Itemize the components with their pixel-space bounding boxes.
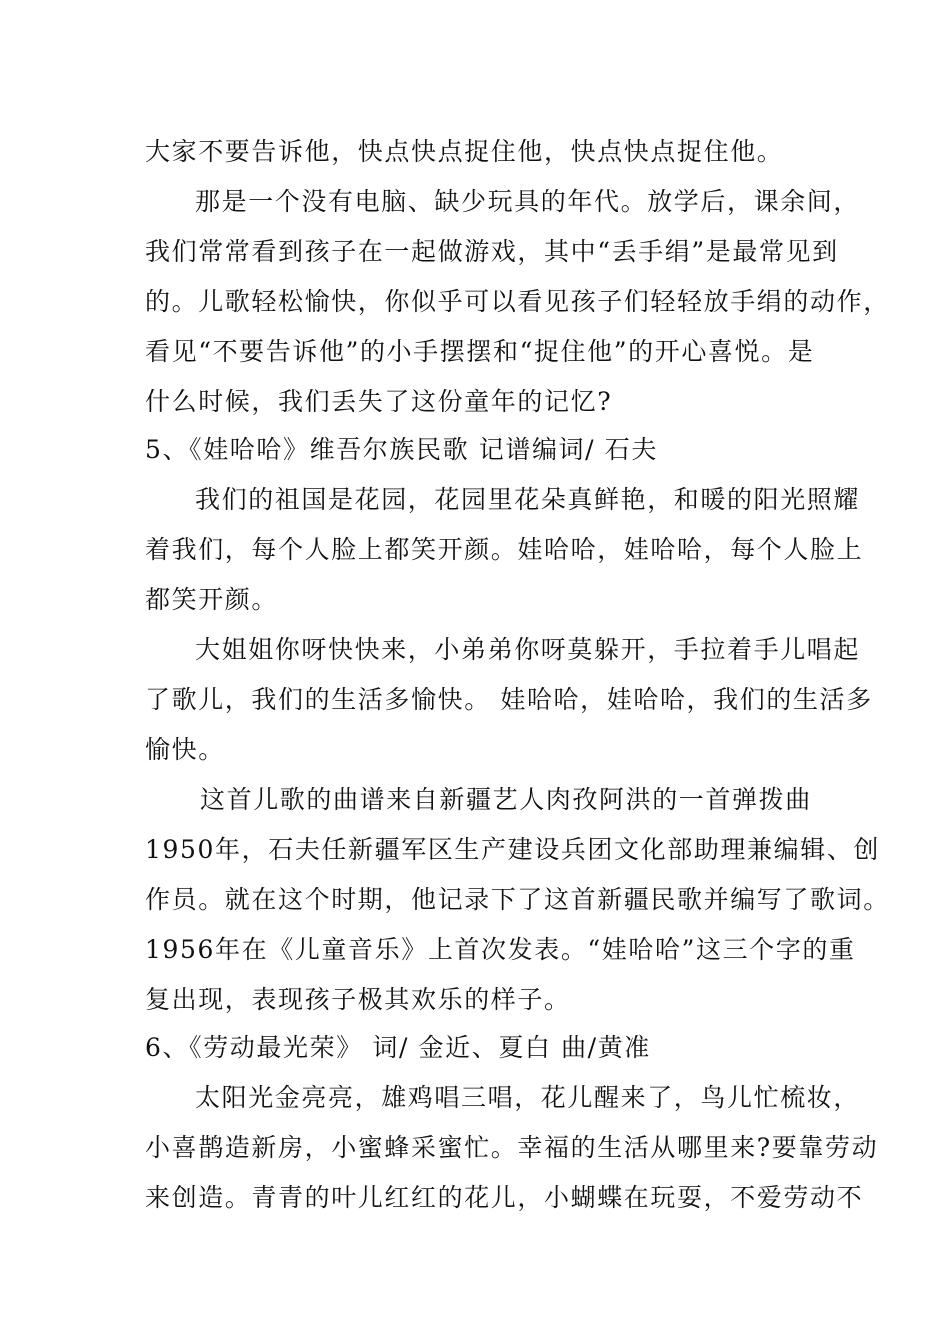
text-line: 来创造。青青的叶儿红红的花儿，小蝴蝶在玩耍，不爱劳动不 <box>145 1183 864 1212</box>
text-line: 的。儿歌轻松愉快，你似乎可以看见孩子们轻轻放手绢的动作， <box>145 287 890 316</box>
paragraph-start: 那是一个没有电脑、缺少玩具的年代。放学后，课余间， <box>195 187 861 216</box>
text-line: 1950年，石夫任新疆军区生产建设兵团文化部助理兼编辑、创 <box>145 835 881 864</box>
text-line: 我们常常看到孩子在一起做游戏，其中“丢手绢”是最常见到 <box>145 237 839 266</box>
paragraph-start: 大姐姐你呀快快来，小弟弟你呀莫躲开，手拉着手儿唱起 <box>195 635 861 664</box>
paragraph-start: 这首儿歌的曲谱来自新疆艺人肉孜阿洪的一首弹拨曲 <box>200 785 812 814</box>
text-line: 看见“不要告诉他”的小手摆摆和“捉住他”的开心喜悦。是 <box>145 337 815 366</box>
section-heading: 6、《劳动最光荣》 词/ 金近、夏白 曲/黄准 <box>145 1033 651 1062</box>
text-line: 了歌儿，我们的生活多愉快。 娃哈哈，娃哈哈，我们的生活多 <box>145 685 873 714</box>
text-line: 愉快。 <box>145 735 225 764</box>
text-line: 大家不要告诉他，快点快点捉住他，快点快点捉住他。 <box>145 137 784 166</box>
text-line: 都笑开颜。 <box>145 585 279 614</box>
paragraph-start: 我们的祖国是花园，花园里花朵真鲜艳，和暖的阳光照耀 <box>195 485 861 514</box>
text-line: 1956年在《儿童音乐》上首次发表。“娃哈哈”这三个字的重 <box>145 935 856 964</box>
section-heading: 5、《娃哈哈》维吾尔族民歌 记谱编词/ 石夫 <box>145 435 658 464</box>
text-line: 小喜鹊造新房，小蜜蜂采蜜忙。幸福的生活从哪里来?要靠劳动 <box>145 1133 879 1162</box>
text-line: 作员。就在这个时期，他记录下了这首新疆民歌并编写了歌词。 <box>145 885 890 914</box>
text-line: 复出现，表现孩子极其欢乐的样子。 <box>145 985 571 1014</box>
text-line: 着我们，每个人脸上都笑开颜。娃哈哈，娃哈哈，每个人脸上 <box>145 535 864 564</box>
text-line: 什么时候，我们丢失了这份童年的记忆? <box>145 387 613 416</box>
paragraph-start: 太阳光金亮亮，雄鸡唱三唱，花儿醒来了，鸟儿忙梳妆， <box>195 1083 861 1112</box>
